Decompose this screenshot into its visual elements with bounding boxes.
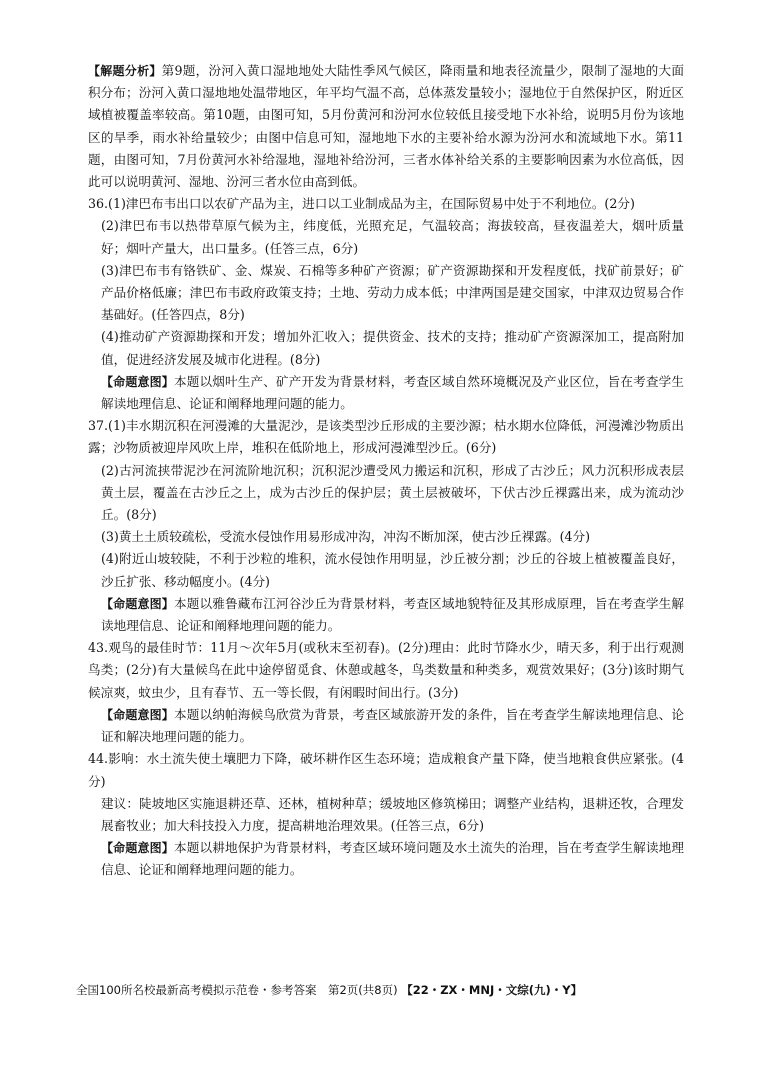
- q36-part1: [88, 193, 684, 215]
- analysis-text: 第9题，汾河入黄口湿地地处大陆性季风气候区，降雨量和地表径流量少，限制了湿地的大面积分布；汾河入黄口湿地地处温带地区，年平均气温不高，总体蒸发量较小；湿地位于自然保护区，附近区域植被覆盖率较高。第10题，由图可知，5月份黄河和汾河水位较低且接受地下水补给，说明5月份为该地区的旱季，雨水补给量较少；由图中信息可知，湿地地下水的主要补给水源为汾河水和流域地下水。第11题，由图可知，7月份黄河水补给湿地，湿地补给汾河，三者水体补给关系的主要影响因素为水位高低，因此可以说明黄河、湿地、汾河三者水位由高到低。: [88, 63, 684, 190]
- q37-number: 37.: [88, 418, 109, 434]
- q43-part1: [88, 637, 684, 704]
- q36-answer-2: (2)津巴布韦以热带草原气候为主，纬度低，光照充足，气温较高；海拔较高，昼夜温差大，烟叶质量好；烟叶产量大，出口量多。(任答三点，6分): [101, 218, 684, 256]
- q43-intent: [88, 704, 684, 748]
- q44-intent-tag: 【命题意图】: [101, 841, 174, 856]
- q43-number: 43.: [88, 640, 109, 656]
- q36-intent-text: 本题以烟叶生产、矿产开发为背景材料，考查区域自然环境概况及产业区位，旨在考查学生解读地理信息、论证和阐释地理问题的能力。: [101, 373, 684, 412]
- answer-page: [88, 60, 684, 882]
- q44-answer-2: 建议：陡坡地区实施退耕还草、还林，植树种草；缓坡地区修筑梯田；调整产业结构，退耕还牧，合理发展畜牧业；加大科技投入力度，提高耕地治理效果。(任答三点，6分): [101, 795, 684, 833]
- q36-answer-4: (4)推动矿产资源勘探和开发；增加外汇收入；提供资金、技术的支持；推动矿产资源深加工，提高附加值，促进经济发展及城市化进程。(8分): [101, 329, 684, 367]
- q37-intent: [88, 593, 684, 637]
- page-footer: [76, 982, 688, 998]
- q44-intent-text: 本题以耕地保护为背景材料，考查区域环境问题及水土流失的治理，旨在考查学生解读地理信息、论证和阐释地理问题的能力。: [101, 840, 684, 878]
- q44-intent: [88, 837, 684, 881]
- q44-number: 44.: [88, 751, 109, 767]
- q36-intent: [88, 371, 684, 415]
- footer-code: 【22・ZX・MNJ・文综(九)・Y】: [401, 983, 583, 997]
- q36-answer-1: (1)津巴布韦出口以农矿产品为主，进口以工业制成品为主，在国际贸易中处于不利地位。(2分): [108, 196, 635, 212]
- q37-answer-1: (1)丰水期沉积在河漫滩的大量泥沙，是该类型沙丘形成的主要沙源；枯水期水位降低，河漫滩沙物质出露；沙物质被迎岸风吹上岸，堆积在低阶地上，形成河漫滩型沙丘。(6分): [88, 418, 684, 456]
- footer-text: 全国100所名校最新高考模拟示范卷・参考答案 第2页(共8页): [76, 983, 398, 997]
- q37-intent-text: 本题以雅鲁藏布江河谷沙丘为背景材料，考查区域地貌特征及其形成原理，旨在考查学生解读地理信息、论证和阐释地理问题的能力。: [101, 595, 684, 634]
- q44-part1: [88, 748, 684, 792]
- q36-number: 36.: [88, 196, 109, 212]
- q37-answer-4: (4)附近山坡较陡，不利于沙粒的堆积，流水侵蚀作用明显，沙丘被分割；沙丘的谷坡上植被覆盖良好，沙丘扩张、移动幅度小。(4分): [101, 551, 684, 589]
- q43-intent-text: 本题以纳帕海候鸟欣赏为背景，考查区域旅游开发的条件，旨在考查学生解读地理信息、论证和解决地理问题的能力。: [101, 706, 684, 745]
- analysis-tag: 【解题分析】: [88, 64, 162, 78]
- q43-intent-tag: 【命题意图】: [101, 707, 174, 722]
- q37-answer-2: (2)古河流挟带泥沙在河流阶地沉积；沉积泥沙遭受风力搬运和沉积，形成了古沙丘；风力沉积形成表层黄土层，覆盖在古沙丘之上，成为古沙丘的保护层；黄土层被破坏，下伏古沙丘裸露出来，成为流动沙丘。(8分): [101, 462, 684, 523]
- q36-intent-tag: 【命题意图】: [101, 374, 174, 389]
- q37-intent-tag: 【命题意图】: [101, 596, 174, 611]
- q43-answer-1: 观鸟的最佳时节：11月～次年5月(或秋末至初春)。(2分)理由：此时节降水少，晴天多，利于出行观测鸟类；(2分)有大量候鸟在此中途停留觅食、休憩或越冬，鸟类数量和种类多，观赏效果好；(3分)该时期气候凉爽，蚊虫少，且有春节、五一等长假，有闲暇时间出行。(3分): [88, 640, 684, 700]
- q44-answer-1: 影响：水土流失使土壤肥力下降，破坏耕作区生态环境；造成粮食产量下降，使当地粮食供应紧张。(4分): [88, 751, 684, 789]
- q37-part1: [88, 415, 684, 459]
- q37-answer-3: (3)黄土土质较疏松，受流水侵蚀作用易形成冲沟，冲沟不断加深，使古沙丘裸露。(4分): [101, 529, 591, 545]
- analysis-paragraph: [88, 60, 684, 193]
- q36-answer-3: (3)津巴布韦有铬铁矿、金、煤炭、石棉等多种矿产资源；矿产资源勘探和开发程度低，找矿前景好；矿产品价格低廉；津巴布韦政府政策支持；土地、劳动力成本低；中津两国是建交国家，中津双边贸易合作基础好。(任答四点，8分): [101, 262, 684, 323]
